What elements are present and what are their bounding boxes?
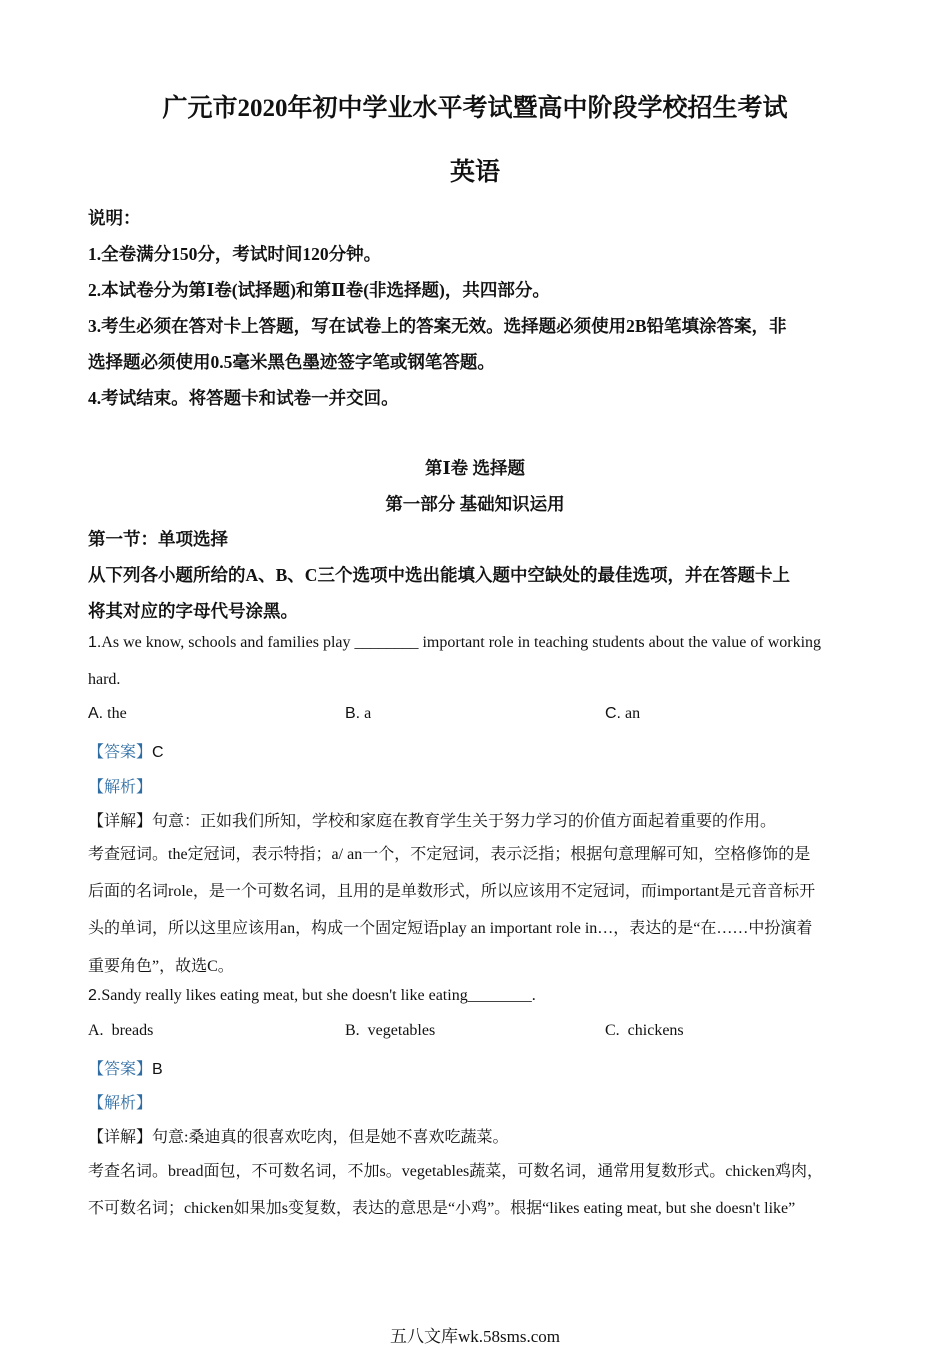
instruction-item: 2.本试卷分为第Ⅰ卷(试择题)和第Ⅱ卷(非选择题)，共四部分。 — [88, 280, 550, 300]
detail-label: 【详解】 — [88, 813, 153, 830]
detail-text: 句意：正如我们所知，学校和家庭在教育学生关于努力学习的价值方面起着重要的作用。 — [152, 813, 777, 830]
explanation-line: 后面的名词role，是一个可数名词，且用的是单数形式，所以应该用不定冠词，而important是元音音标开 — [88, 883, 816, 900]
directions-line: 将其对应的字母代号涂黑。 — [88, 601, 298, 621]
directions-line: 从下列各小题所给的A、B、C三个选项中选出能填入题中空缺处的最佳选项，并在答题卡上 — [88, 565, 790, 585]
option-letter: A. — [88, 1022, 104, 1039]
option-text: an — [625, 705, 641, 722]
answer-label: 【答案】 — [88, 1061, 153, 1078]
option-text: chickens — [627, 1022, 684, 1039]
footer-watermark: 五八文库wk.58sms.com — [390, 1327, 560, 1346]
explanation-line: 不可数名词；chicken如果加s变复数，表达的意思是“小鸡”。根据“likes eating meat, but she doesn't like” — [88, 1200, 796, 1217]
answer-line — [88, 1056, 163, 1079]
explanation-line: 头的单词，所以这里应该用an，构成一个固定短语play an important role in…，表达的是“在……中扮演着 — [88, 920, 813, 937]
part-heading: 第一部分 基础知识运用 — [385, 494, 565, 514]
explanation-line: 考查冠词。the定冠词，表示特指；a/ an一个，不定冠词，表示泛指；根据句意理解可知，空格修饰的是 — [88, 846, 811, 863]
option-b — [345, 705, 371, 723]
option-a — [88, 1022, 153, 1040]
option-c — [605, 705, 640, 723]
detail-line — [88, 808, 776, 831]
question-stem-cont: hard. — [88, 671, 121, 688]
volume-heading: 第Ⅰ卷 选择题 — [424, 458, 526, 478]
detail-text: 句意:桑迪真的很喜欢吃肉，但是她不喜欢吃蔬菜。 — [152, 1129, 509, 1146]
instruction-item: 选择题必须使用0.5毫米黑色墨迹签字笔或钢笔答题。 — [88, 352, 495, 372]
subject-title: 英语 — [449, 159, 500, 186]
option-c — [605, 1022, 684, 1040]
option-a — [88, 705, 127, 723]
instructions-heading: 说明： — [88, 208, 141, 228]
stem-text: As we know, schools and families play ________ important role in teaching students about the value of working — [101, 634, 822, 651]
option-text: a — [364, 705, 372, 722]
answer-line — [88, 739, 164, 762]
analysis-label: 【解析】 — [88, 779, 153, 796]
instruction-item: 3.考生必须在答对卡上答题，写在试卷上的答案无效。选择题必须使用2B铅笔填涂答案，非 — [88, 316, 787, 336]
answer-value: C — [152, 744, 164, 761]
subsection-heading: 第一节：单项选择 — [88, 529, 228, 549]
question-stem — [88, 987, 536, 1005]
option-text: the — [107, 705, 127, 722]
question-stem — [88, 634, 821, 652]
option-letter: C. — [605, 705, 621, 722]
answer-label: 【答案】 — [88, 744, 153, 761]
analysis-label: 【解析】 — [88, 1095, 153, 1112]
stem-text: Sandy really likes eating meat, but she doesn't like eating________. — [101, 987, 536, 1004]
option-letter: B. — [345, 705, 361, 722]
exam-title: 广元市2020年初中学业水平考试暨高中阶段学校招生考试 — [162, 95, 788, 122]
answer-value: B — [152, 1061, 163, 1078]
option-text: breads — [111, 1022, 154, 1039]
option-b — [345, 1022, 435, 1040]
instruction-item: 4.考试结束。将答题卡和试卷一并交回。 — [88, 388, 399, 408]
option-letter: A. — [88, 705, 104, 722]
question-number: 2. — [88, 987, 102, 1004]
option-letter: C. — [605, 1022, 620, 1039]
instruction-item: 1.全卷满分150分，考试时间120分钟。 — [88, 244, 382, 264]
detail-label: 【详解】 — [88, 1129, 153, 1146]
option-letter: B. — [345, 1022, 360, 1039]
option-text: vegetables — [367, 1022, 436, 1039]
question-number: 1. — [88, 634, 102, 651]
explanation-line: 重要角色”，故选C。 — [88, 958, 234, 975]
explanation-line: 考查名词。bread面包，不可数名词，不加s。vegetables蔬菜，可数名词，通常用复数形式。chicken鸡肉， — [88, 1163, 824, 1180]
detail-line — [88, 1124, 508, 1147]
